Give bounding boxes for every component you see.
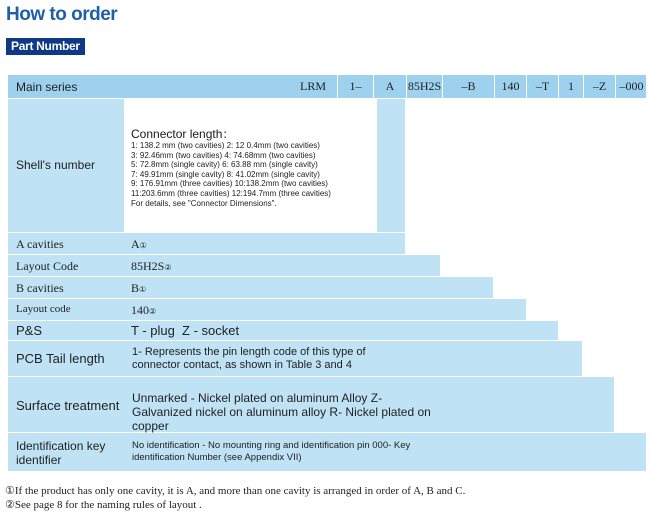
layout-code2-label: Layout code [16,303,71,315]
layout-code-code: 85H2S [131,259,165,273]
layout-code-label: Layout Code [16,259,79,273]
b-band [8,277,493,298]
main-series-label: Main series [16,80,78,94]
pcb-tail-label: PCB Tail length [16,351,105,366]
note-mark: ① [139,241,147,250]
connector-length-line: 1: 138.2 mm (two cavities) 2: 12 0.4mm (two cavities) [131,141,320,150]
connector-length-line: 11:203.6mm (three cavities) 12:194.7mm (three cavities) [131,188,331,198]
footnote: ②See page 8 for the naming rules of layout . [5,499,202,511]
connector-length-line: 3: 92.46mm (two cavities) 4: 74.68mm (two cavities) [131,150,316,160]
note-mark: ② [149,307,157,316]
connector-length-line: 5: 72.8mm (single cavity) 6: 63.88 mm (single cavity) [131,160,318,170]
section-badge: Part Number [6,38,85,55]
identification-key-value: No identification - No mounting ring and identification pin 000- Key identification Number (see Appendix VII) [132,440,411,463]
page-title: How to order [6,4,118,25]
layout-code-value [131,259,172,274]
pcb-tail-value: 1- Represents the pin length code of this type of connector contact, as shown in Table 3 and 4 [132,346,366,371]
code-pcb: 1 [558,75,583,98]
code-series: LRM [299,79,326,93]
b-cavities-label: B cavities [16,281,64,295]
code-b: –B [442,75,494,98]
note-mark: ① [139,285,147,294]
connector-length-title: Connector length： [131,127,235,141]
a-cavities-label: A cavities [16,237,64,251]
surface-treatment-label: Surface treatment [16,398,120,413]
code-surface: –Z [583,75,615,98]
code-shell: 1– [337,75,373,98]
a-cavities-code: A [131,237,140,251]
surface-treatment-value: Unmarked - Nickel plated on aluminum Alloy Z- Galvanized nickel on aluminum alloy R- Nickel plated on copper [132,391,431,433]
note-mark: ② [164,263,172,272]
b-cavities-code: B [131,281,140,295]
code-ident: –000 [615,75,647,98]
connector-length-line: For details, see "Connector Dimensions". [131,198,277,208]
layout2-band [8,299,526,320]
a-cavities-value [131,237,147,252]
layout-code2-value [131,303,156,318]
a-band [8,233,405,254]
connector-length-line: 7: 49.91mm (single cavity) 8: 41.02mm (single cavity) [131,169,320,179]
footnote: ①If the product has only one cavity, it is A, and more than one cavity is arranged in order of A, B and C. [5,485,466,497]
connector-length-line: 9: 176.91mm (three cavities) 10:138.2mm (two cavities) [131,179,328,189]
ps-label: P&S [16,323,43,338]
b-cavities-value [131,281,146,296]
footnotes [5,484,465,512]
layout-code2-code: 140 [131,303,149,317]
code-ps: –T [526,75,558,98]
ps-band [8,321,558,340]
ps-value: T - plug Z - socket [131,323,240,338]
connector-length-list [131,141,331,208]
code-layout2: 140 [494,75,526,98]
shell-number-label: Shell's number [16,158,95,172]
code-layout: 85H2S [406,75,442,98]
identification-key-label: Identification key identifier [16,439,106,467]
code-a: A [373,75,406,98]
